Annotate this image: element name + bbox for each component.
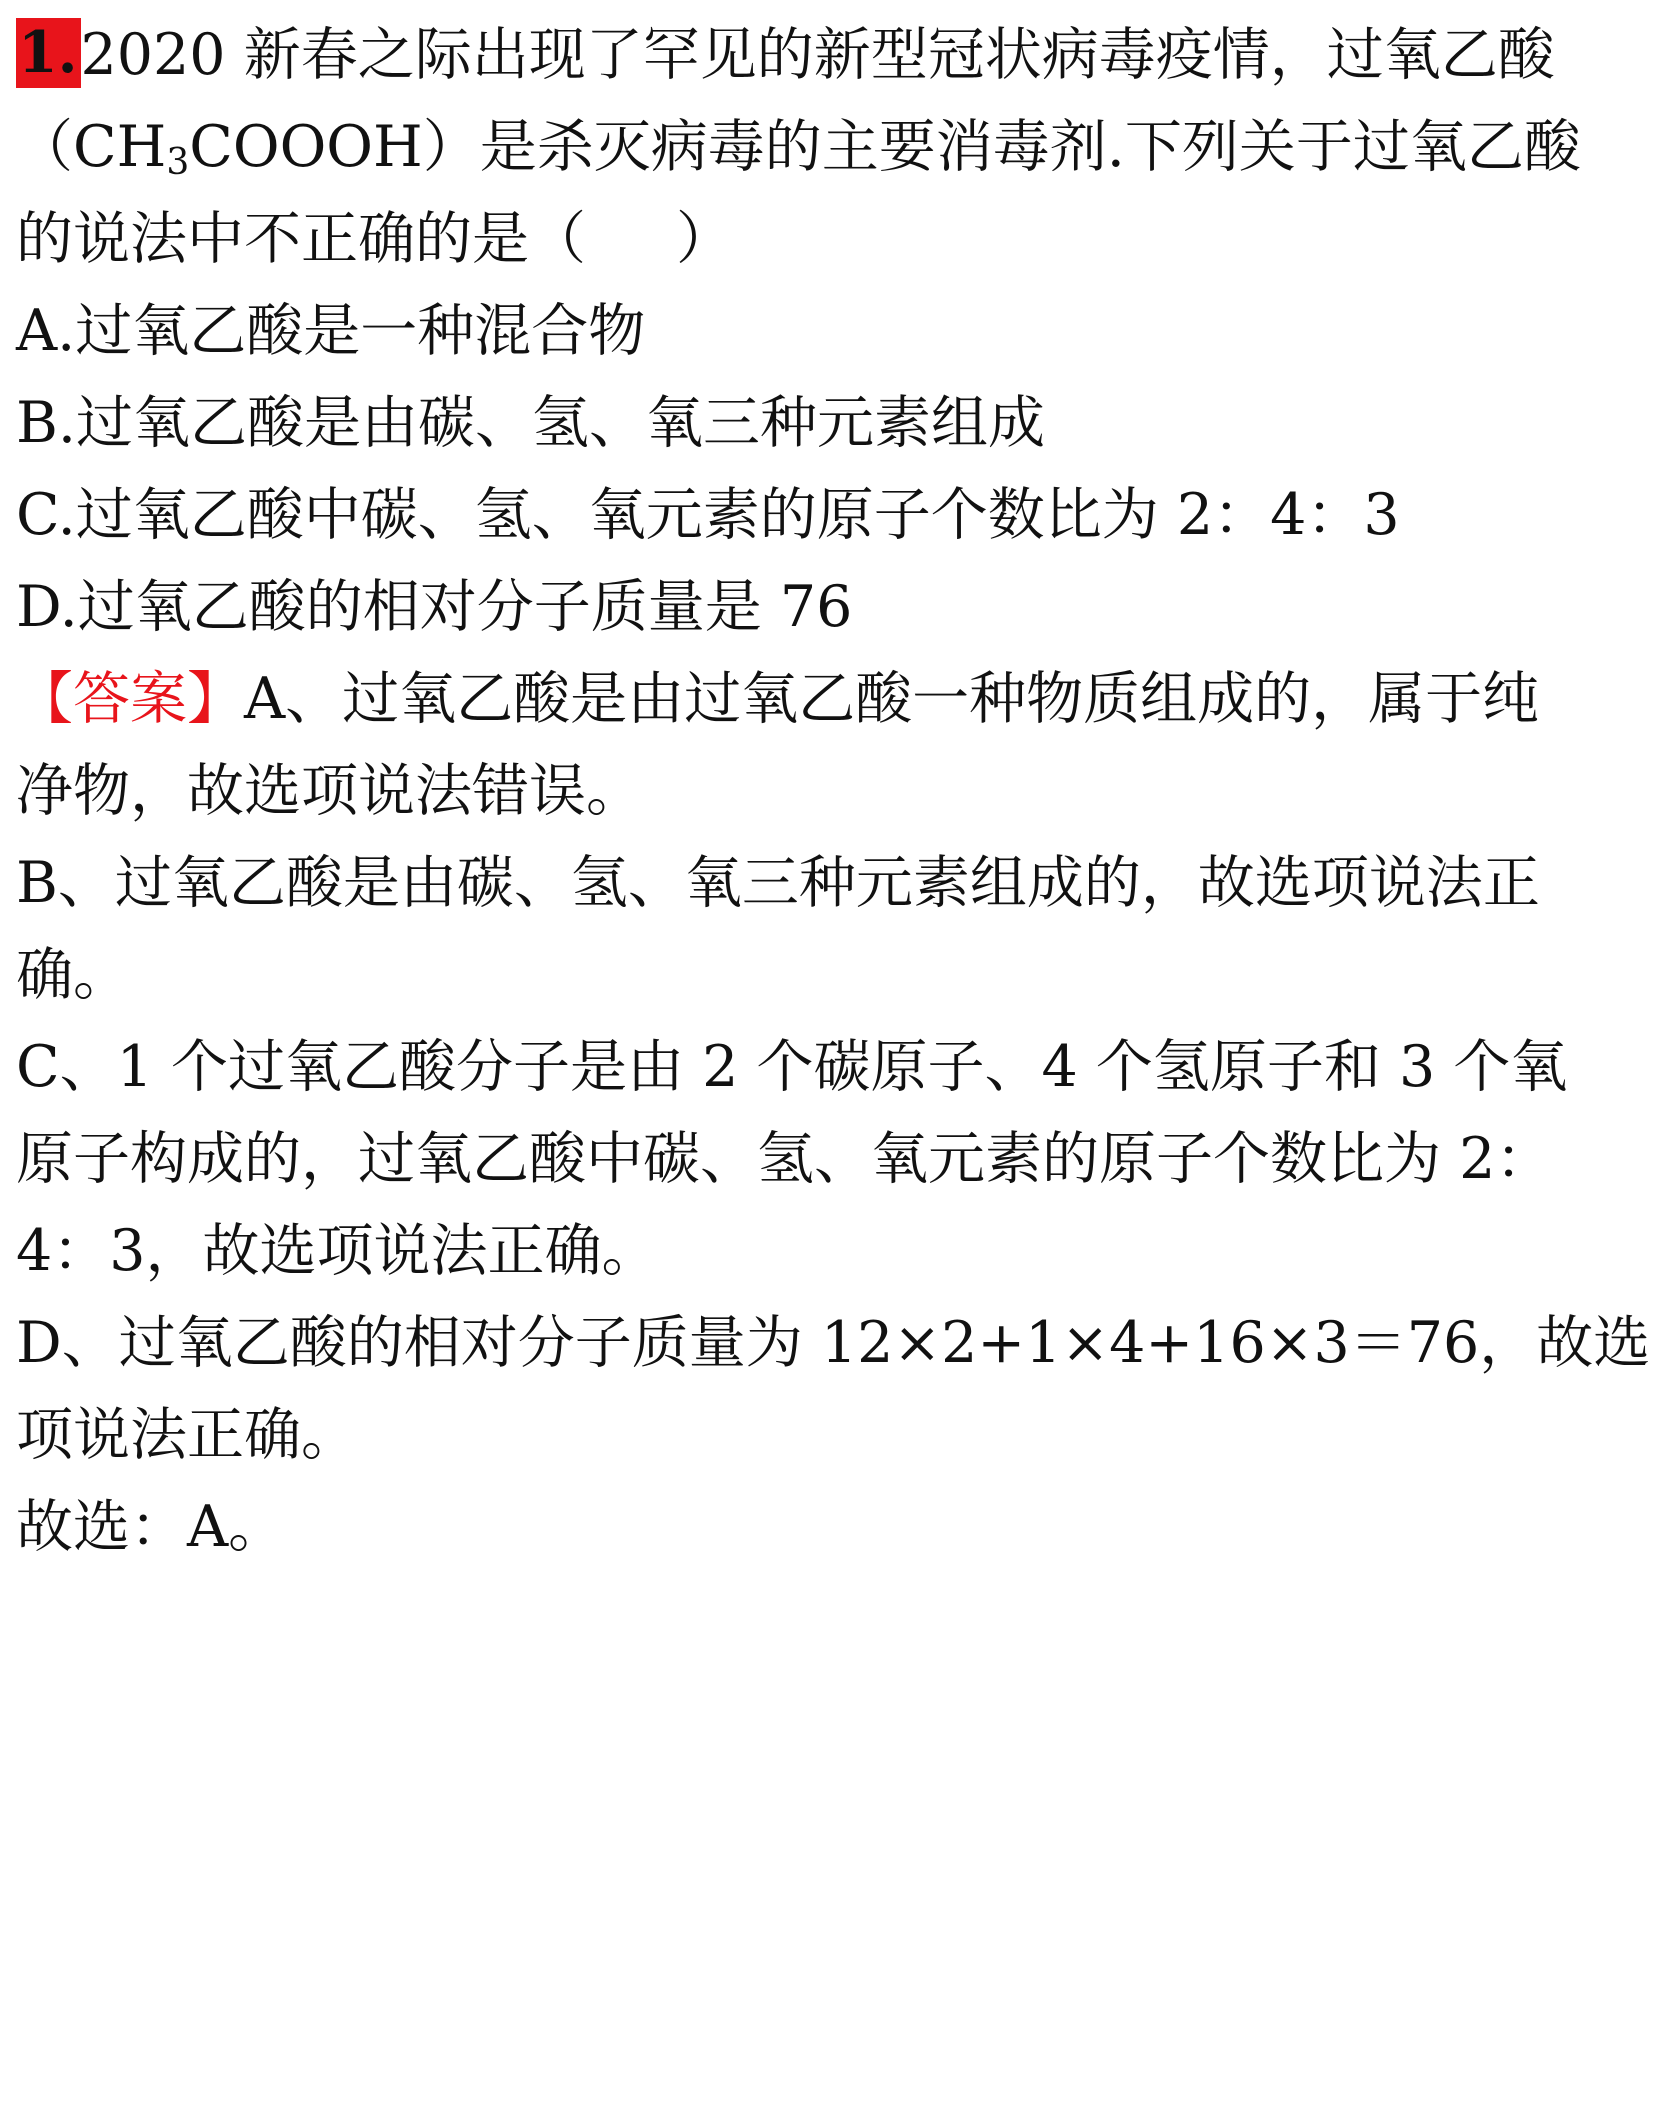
answer-line-9: 项说法正确。 <box>16 1402 358 1468</box>
question-stem-text-3: 的说法中不正确的是（ <box>16 206 586 272</box>
answer-text-1: A、过氧乙酸是由过氧乙酸一种物质组成的，属于纯 <box>244 666 1540 732</box>
option-a: A.过氧乙酸是一种混合物 <box>16 298 646 364</box>
option-c: C.过氧乙酸中碳、氢、氧元素的原子个数比为 2：4：3 <box>16 482 1400 548</box>
answer-line-8: D、过氧乙酸的相对分子质量为 12×2+1×4+16×3＝76，故选 <box>16 1310 1651 1376</box>
formula-close: COOOH） <box>189 114 480 180</box>
formula-open: （CH <box>16 114 167 180</box>
question-stem-text-2: 是杀灭病毒的主要消毒剂.下列关于过氧乙酸 <box>479 114 1581 180</box>
question-stem-close: ） <box>676 206 733 272</box>
answer-line-5: C、1 个过氧乙酸分子是由 2 个碳原子、4 个氢原子和 3 个氧 <box>16 1034 1568 1100</box>
option-b: B.过氧乙酸是由碳、氢、氧三种元素组成 <box>16 390 1046 456</box>
option-d: D.过氧乙酸的相对分子质量是 76 <box>16 574 853 640</box>
formula-subscript: 3 <box>166 142 190 183</box>
answer-line-10: 故选：A。 <box>16 1494 286 1560</box>
answer-line-7: 4：3，故选项说法正确。 <box>16 1218 659 1284</box>
answer-line-4: 确。 <box>16 942 130 1008</box>
question-number: 1. <box>16 18 81 88</box>
answer-line-6: 原子构成的，过氧乙酸中碳、氢、氧元素的原子个数比为 2： <box>16 1126 1553 1192</box>
answer-line-2: 净物，故选项说法错误。 <box>16 758 643 824</box>
answer-line-3: B、过氧乙酸是由碳、氢、氧三种元素组成的，故选项说法正 <box>16 850 1540 916</box>
answer-label: 【答案】 <box>16 666 244 732</box>
question-stem-text-1: 2020 新春之际出现了罕见的新型冠状病毒疫情，过氧乙酸 <box>80 22 1555 88</box>
